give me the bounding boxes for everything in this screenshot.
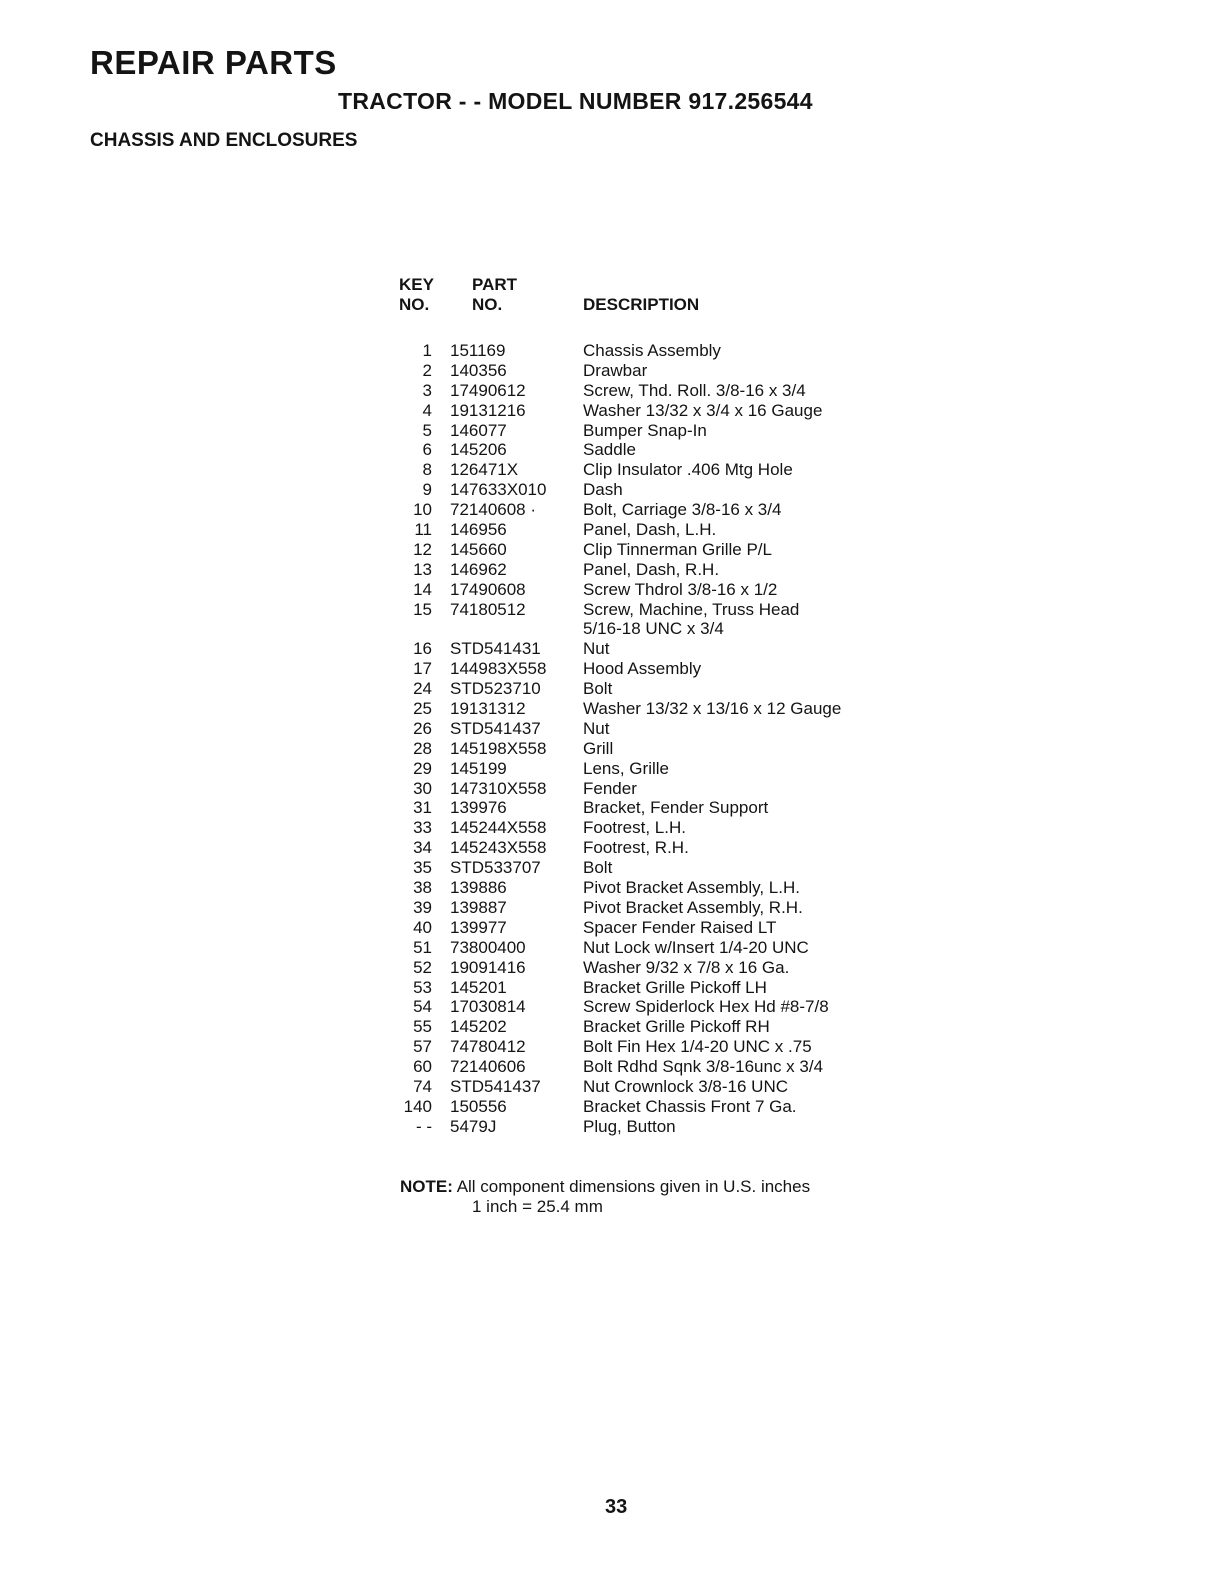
description: Washer 9/32 x 7/8 x 16 Ga.: [583, 957, 790, 977]
header-description: DESCRIPTION: [583, 295, 700, 314]
part-no: 146956: [450, 520, 507, 540]
key-no: 34: [413, 838, 432, 858]
key-no: 10: [413, 500, 432, 520]
part-no: STD541437: [450, 1076, 541, 1096]
description: Bolt, Carriage 3/8-16 x 3/4: [583, 500, 782, 520]
part-no: 145198X558: [450, 738, 547, 758]
part-no: 19131312: [450, 699, 526, 719]
description: Spacer Fender Raised LT: [583, 917, 777, 937]
description: Footrest, R.H.: [583, 838, 689, 858]
part-no: 146077: [450, 420, 507, 440]
description: Clip Insulator .406 Mtg Hole: [583, 460, 793, 480]
key-no: 30: [413, 778, 432, 798]
description: Drawbar: [583, 360, 648, 380]
header-key-line2: NO.: [399, 295, 430, 314]
header-part-line2: NO.: [472, 295, 503, 314]
key-no: 8: [422, 460, 432, 480]
key-no: 38: [413, 878, 432, 898]
table-row: [396, 1117, 916, 1137]
description: Bracket, Fender Support: [583, 798, 769, 818]
description: Nut Crownlock 3/8-16 UNC: [583, 1076, 789, 1096]
description: Nut: [583, 718, 610, 738]
table-row: [396, 759, 916, 779]
table-row: [396, 619, 916, 639]
description: Washer 13/32 x 13/16 x 12 Gauge: [583, 699, 842, 719]
key-no: 60: [413, 1057, 432, 1077]
description: Pivot Bracket Assembly, R.H.: [583, 897, 803, 917]
part-no: 147310X558: [450, 778, 547, 798]
table-row: [396, 739, 916, 759]
description: Bracket Chassis Front 7 Ga.: [583, 1096, 797, 1116]
key-no: 51: [413, 937, 432, 957]
part-no: 5479J: [450, 1116, 497, 1136]
description: Screw, Thd. Roll. 3/8-16 x 3/4: [583, 380, 806, 400]
description: Fender: [583, 778, 637, 798]
key-no: 24: [413, 679, 432, 699]
page-number: 33: [605, 1496, 628, 1518]
key-no: 29: [413, 758, 432, 778]
table-row: [396, 798, 916, 818]
table-row: [396, 1077, 916, 1097]
table-row: [396, 600, 916, 620]
table-row: [396, 659, 916, 679]
page-title: REPAIR PARTS: [90, 44, 337, 81]
table-row: [396, 997, 916, 1017]
key-no: 5: [422, 420, 432, 440]
table-row: [396, 1057, 916, 1077]
section-heading: CHASSIS AND ENCLOSURES: [90, 130, 358, 151]
part-no: 17030814: [450, 997, 526, 1017]
table-row: [396, 540, 916, 560]
part-no: STD541437: [450, 718, 541, 738]
part-no: 19091416: [450, 957, 526, 977]
table-row: [396, 560, 916, 580]
table-row: [396, 938, 916, 958]
table-row: [396, 480, 916, 500]
part-no: STD541431: [450, 639, 541, 659]
parts-list: [396, 341, 916, 1137]
description: 5/16-18 UNC x 3/4: [583, 619, 724, 639]
part-no: 17490608: [450, 579, 526, 599]
description: Bolt Rdhd Sqnk 3/8-16unc x 3/4: [583, 1057, 824, 1077]
key-no: - -: [415, 1116, 432, 1136]
part-no: 72140608 ·: [450, 500, 537, 520]
table-row: [396, 520, 916, 540]
description: Grill: [583, 738, 614, 758]
table-row: [396, 1097, 916, 1117]
table-row: [396, 361, 916, 381]
table-row: [396, 918, 916, 938]
part-no: 19131216: [450, 400, 526, 420]
key-no: 74: [413, 1076, 432, 1096]
table-row: [396, 878, 916, 898]
description: Bolt: [583, 679, 613, 699]
note-line2: 1 inch = 25.4 mm: [472, 1197, 603, 1216]
description: Bracket Grille Pickoff RH: [583, 1017, 770, 1037]
description: Panel, Dash, L.H.: [583, 520, 717, 540]
key-no: 31: [413, 798, 432, 818]
part-no: 145243X558: [450, 838, 547, 858]
description: Nut Lock w/Insert 1/4-20 UNC: [583, 937, 809, 957]
table-row: [396, 978, 916, 998]
description: Chassis Assembly: [583, 341, 721, 360]
part-no: STD523710: [450, 679, 541, 699]
key-no: 33: [413, 818, 432, 838]
key-no: 9: [422, 480, 432, 500]
part-no: 140356: [450, 360, 507, 380]
key-no: 53: [413, 977, 432, 997]
key-no: 28: [413, 738, 432, 758]
description: Screw Thdrol 3/8-16 x 1/2: [583, 579, 778, 599]
description: Screw Spiderlock Hex Hd #8-7/8: [583, 997, 829, 1017]
description: Panel, Dash, R.H.: [583, 559, 720, 579]
part-no: 145199: [450, 758, 507, 778]
key-no: 6: [422, 440, 432, 460]
description: Washer 13/32 x 3/4 x 16 Gauge: [583, 400, 823, 420]
note-line1: All component dimensions given in U.S. inches: [456, 1177, 811, 1196]
description: Dash: [583, 480, 623, 500]
description: Hood Assembly: [583, 659, 702, 679]
table-row: [396, 779, 916, 799]
part-no: 73800400: [450, 937, 526, 957]
key-no: 35: [413, 858, 432, 878]
description: Bracket Grille Pickoff LH: [583, 977, 767, 997]
table-row: [396, 679, 916, 699]
header-part-line1: PART: [472, 275, 518, 294]
part-no: 139886: [450, 878, 507, 898]
part-no: 126471X: [450, 460, 519, 480]
table-row: [396, 401, 916, 421]
table-row: [396, 639, 916, 659]
description: Lens, Grille: [583, 758, 669, 778]
model-subtitle: TRACTOR - - MODEL NUMBER 917.256544: [338, 88, 813, 114]
part-no: 145244X558: [450, 818, 547, 838]
key-no: 140: [403, 1096, 432, 1116]
key-no: 39: [413, 897, 432, 917]
part-no: 145660: [450, 539, 507, 559]
part-no: 147633X010: [450, 480, 547, 500]
description: Bolt Fin Hex 1/4-20 UNC x .75: [583, 1037, 812, 1057]
key-no: 26: [413, 718, 432, 738]
part-no: 151169: [450, 341, 506, 360]
part-no: 74180512: [450, 599, 526, 619]
table-row: [396, 719, 916, 739]
part-no: 144983X558: [450, 659, 547, 679]
table-row: [396, 858, 916, 878]
key-no: 4: [422, 400, 432, 420]
note: [400, 1177, 811, 1216]
part-no: 145206: [450, 440, 507, 460]
key-no: 1: [422, 341, 432, 360]
key-no: 14: [413, 579, 432, 599]
table-row: [396, 699, 916, 719]
table-row: [396, 440, 916, 460]
table-row: [396, 381, 916, 401]
header-key-line1: KEY: [399, 275, 434, 294]
part-no: STD533707: [450, 858, 541, 878]
key-no: 2: [422, 360, 432, 380]
description: Bolt: [583, 858, 613, 878]
key-no: 57: [413, 1037, 432, 1057]
table-row: [396, 580, 916, 600]
part-no: 17490612: [450, 380, 526, 400]
key-no: 54: [413, 997, 432, 1017]
key-no: 40: [413, 917, 432, 937]
table-row: [396, 341, 916, 361]
description: Plug, Button: [583, 1116, 676, 1136]
table-row: [396, 460, 916, 480]
key-no: 3: [422, 380, 432, 400]
table-row: [396, 421, 916, 441]
description: Nut: [583, 639, 610, 659]
key-no: 25: [413, 699, 432, 719]
part-no: 145202: [450, 1017, 507, 1037]
key-no: 11: [414, 520, 432, 540]
table-row: [396, 958, 916, 978]
part-no: 139977: [450, 917, 507, 937]
description: Screw, Machine, Truss Head: [583, 599, 800, 619]
part-no: 145201: [450, 977, 507, 997]
description: Saddle: [583, 440, 636, 460]
part-no: 74780412: [450, 1037, 526, 1057]
table-row: [396, 500, 916, 520]
part-no: 150556: [450, 1096, 507, 1116]
part-no: 139976: [450, 798, 507, 818]
description: Clip Tinnerman Grille P/L: [583, 539, 772, 559]
part-no: 146962: [450, 559, 507, 579]
key-no: 16: [413, 639, 432, 659]
table-row: [396, 838, 916, 858]
description: Footrest, L.H.: [583, 818, 686, 838]
key-no: 52: [413, 957, 432, 977]
part-no: 139887: [450, 897, 507, 917]
table-row: [396, 1017, 916, 1037]
key-no: 15: [413, 599, 432, 619]
key-no: 55: [413, 1017, 432, 1037]
key-no: 17: [413, 659, 432, 679]
description: Pivot Bracket Assembly, L.H.: [583, 878, 800, 898]
table-row: [396, 898, 916, 918]
table-row: [396, 1037, 916, 1057]
part-no: 72140606: [450, 1057, 526, 1077]
key-no: 13: [413, 559, 432, 579]
description: Bumper Snap-In: [583, 420, 707, 440]
table-row: [396, 818, 916, 838]
note-label: NOTE:: [400, 1177, 453, 1196]
key-no: 12: [413, 539, 432, 559]
